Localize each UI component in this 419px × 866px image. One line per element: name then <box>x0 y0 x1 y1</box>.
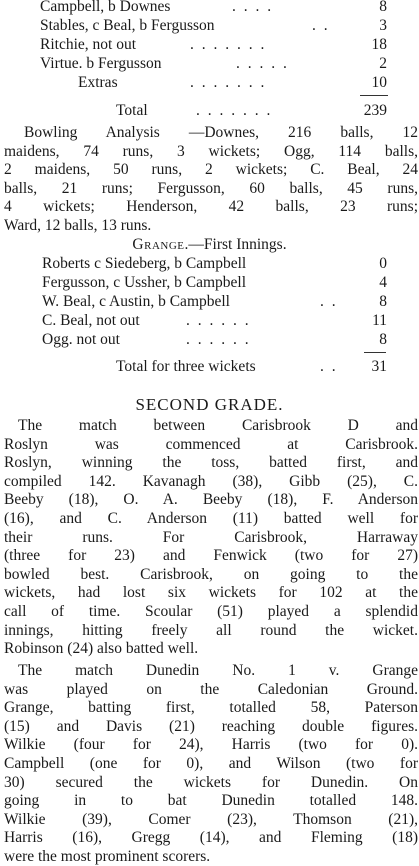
text-line: balls, 21 runs; Fergusson, 60 balls, 45 runs, <box>4 179 418 197</box>
leader-dots: . . <box>312 17 330 34</box>
text-line: Ward, 12 balls, 13 runs. <box>4 216 152 234</box>
batsman-entry: Roberts c Siedeberg, b Campbell <box>42 255 247 272</box>
runs-value: 31 <box>371 358 387 375</box>
batting-line <box>0 292 419 311</box>
bowling-analysis <box>4 124 418 236</box>
team-name: Grange <box>132 236 185 253</box>
innings-title: .—First Innings. <box>184 236 287 253</box>
text-line: Bowling Analysis —Downes, 216 balls, 12 <box>24 124 418 141</box>
text-line: Roslyn, winning the toss, batted first, and <box>4 454 418 472</box>
text-line: 30) secured the wickets for Dunedin. On <box>4 773 418 791</box>
leader-dots: . . . . . . . <box>190 36 267 53</box>
batting-line <box>0 35 419 54</box>
runs-value: 3 <box>379 17 387 34</box>
text-line: 4 wickets; Henderson, 42 balls, 23 runs; <box>4 198 418 216</box>
text-line: 2 maidens, 50 runs, 2 wickets; C. Beal, 24 <box>4 161 418 179</box>
text-line: Roslyn was commenced at Carisbrook. <box>4 435 418 453</box>
text-line: were the most prominent scorers. <box>4 847 211 865</box>
runs-value: 0 <box>379 255 387 272</box>
runs-value: 4 <box>379 274 387 291</box>
runs-value: 10 <box>371 74 387 91</box>
text-line: call of time. Scoular (51) played a splendid <box>4 602 418 620</box>
text-line: Beeby (18), O. A. Beeby (18), F. Anderson <box>4 491 418 509</box>
match-report-paragraph <box>4 662 418 866</box>
batting-line <box>0 254 419 273</box>
section-heading: SECOND GRADE. <box>135 395 284 414</box>
batsman-entry: Ogg. not out <box>42 331 120 348</box>
text-line: Harris (16), Gregg (14), and Fleming (18) <box>4 829 418 847</box>
batsman-entry: Fergusson, c Ussher, b Campbell <box>42 274 247 291</box>
batting-line <box>0 273 419 292</box>
batsman-entry: Virtue. b Fergusson <box>40 55 162 72</box>
leader-dots: . . <box>320 293 338 310</box>
batting-line <box>0 16 419 35</box>
match-report-paragraph <box>4 417 418 659</box>
text-line: (16), and C. Anderson (11) batted well for <box>4 509 418 527</box>
text-line: maidens, 74 runs, 3 wickets; Ogg, 114 balls, <box>4 142 418 160</box>
text-line: Wilkie (39), Comer (23), Thomson (21), <box>4 810 418 828</box>
leader-dots: . . . . . . . <box>196 102 273 119</box>
batsman-entry: W. Beal, c Austin, b Campbell <box>42 293 230 310</box>
innings-heading <box>0 235 419 254</box>
text-line: compiled 142. Kavanagh (38), Gibb (25), C. <box>4 472 418 490</box>
leader-dots: . . <box>320 358 338 375</box>
leader-dots: . . . . . . <box>186 331 251 348</box>
sum-rule <box>364 352 386 353</box>
batting-line <box>0 330 419 349</box>
runs-value: 2 <box>379 55 387 72</box>
total-label: Total <box>116 102 148 119</box>
text-line: Campbell (one for 0), and Wilson (two for <box>4 754 418 772</box>
text-line: Robinson (24) also batted well. <box>4 640 199 658</box>
text-line: (15) and Davis (21) reaching double figures. <box>4 717 418 735</box>
text-line: was played on the Caledonian Ground. <box>4 680 418 698</box>
runs-value: 239 <box>363 102 387 119</box>
runs-value: 8 <box>379 0 387 15</box>
text-line: Grange, batting first, totalled 58, Paterson <box>4 699 418 717</box>
leader-dots: . . . . . . <box>186 312 251 329</box>
batting-line <box>0 0 419 16</box>
batsman-entry: Ritchie, not out <box>40 36 137 53</box>
runs-value: 18 <box>371 36 387 53</box>
text-line: going in to bat Dunedin totalled 148. <box>4 792 418 810</box>
batsman-entry: Stables, c Beal, b Fergusson <box>40 17 215 34</box>
batting-line <box>0 54 419 73</box>
total-line <box>0 101 419 120</box>
runs-value: 11 <box>372 312 387 329</box>
text-line: bowled best. Carisbrook, on going to the <box>4 565 418 583</box>
text-line: (three for 23) and Fenwick (two for 27) <box>4 547 418 565</box>
batting-line <box>0 73 419 92</box>
leader-dots: . . . . . <box>236 55 289 72</box>
text-line: innings, hitting freely all round the wicket. <box>4 621 418 639</box>
batting-line <box>0 311 419 330</box>
batsman-entry: Campbell, b Downes <box>40 0 171 15</box>
runs-value: 8 <box>379 331 387 348</box>
leader-dots: . . . . . . . <box>190 74 267 91</box>
total-line <box>0 357 419 376</box>
runs-value: 8 <box>379 293 387 310</box>
total-label: Total for three wickets <box>116 358 256 375</box>
text-line: Wilkie (four for 24), Harris (two for 0). <box>4 736 418 754</box>
text-line: The match between Carisbrook D and <box>18 417 418 434</box>
text-line: their runs. For Carisbrook, Harraway <box>4 528 418 546</box>
batsman-entry: C. Beal, not out <box>42 312 140 329</box>
sum-rule <box>360 95 388 96</box>
text-line: The match Dunedin No. 1 v. Grange <box>18 662 418 679</box>
leader-dots: . . . . <box>232 0 274 15</box>
extras-label: Extras <box>78 74 118 91</box>
text-line: wickets, had lost six wickets for 102 at the <box>4 584 418 602</box>
